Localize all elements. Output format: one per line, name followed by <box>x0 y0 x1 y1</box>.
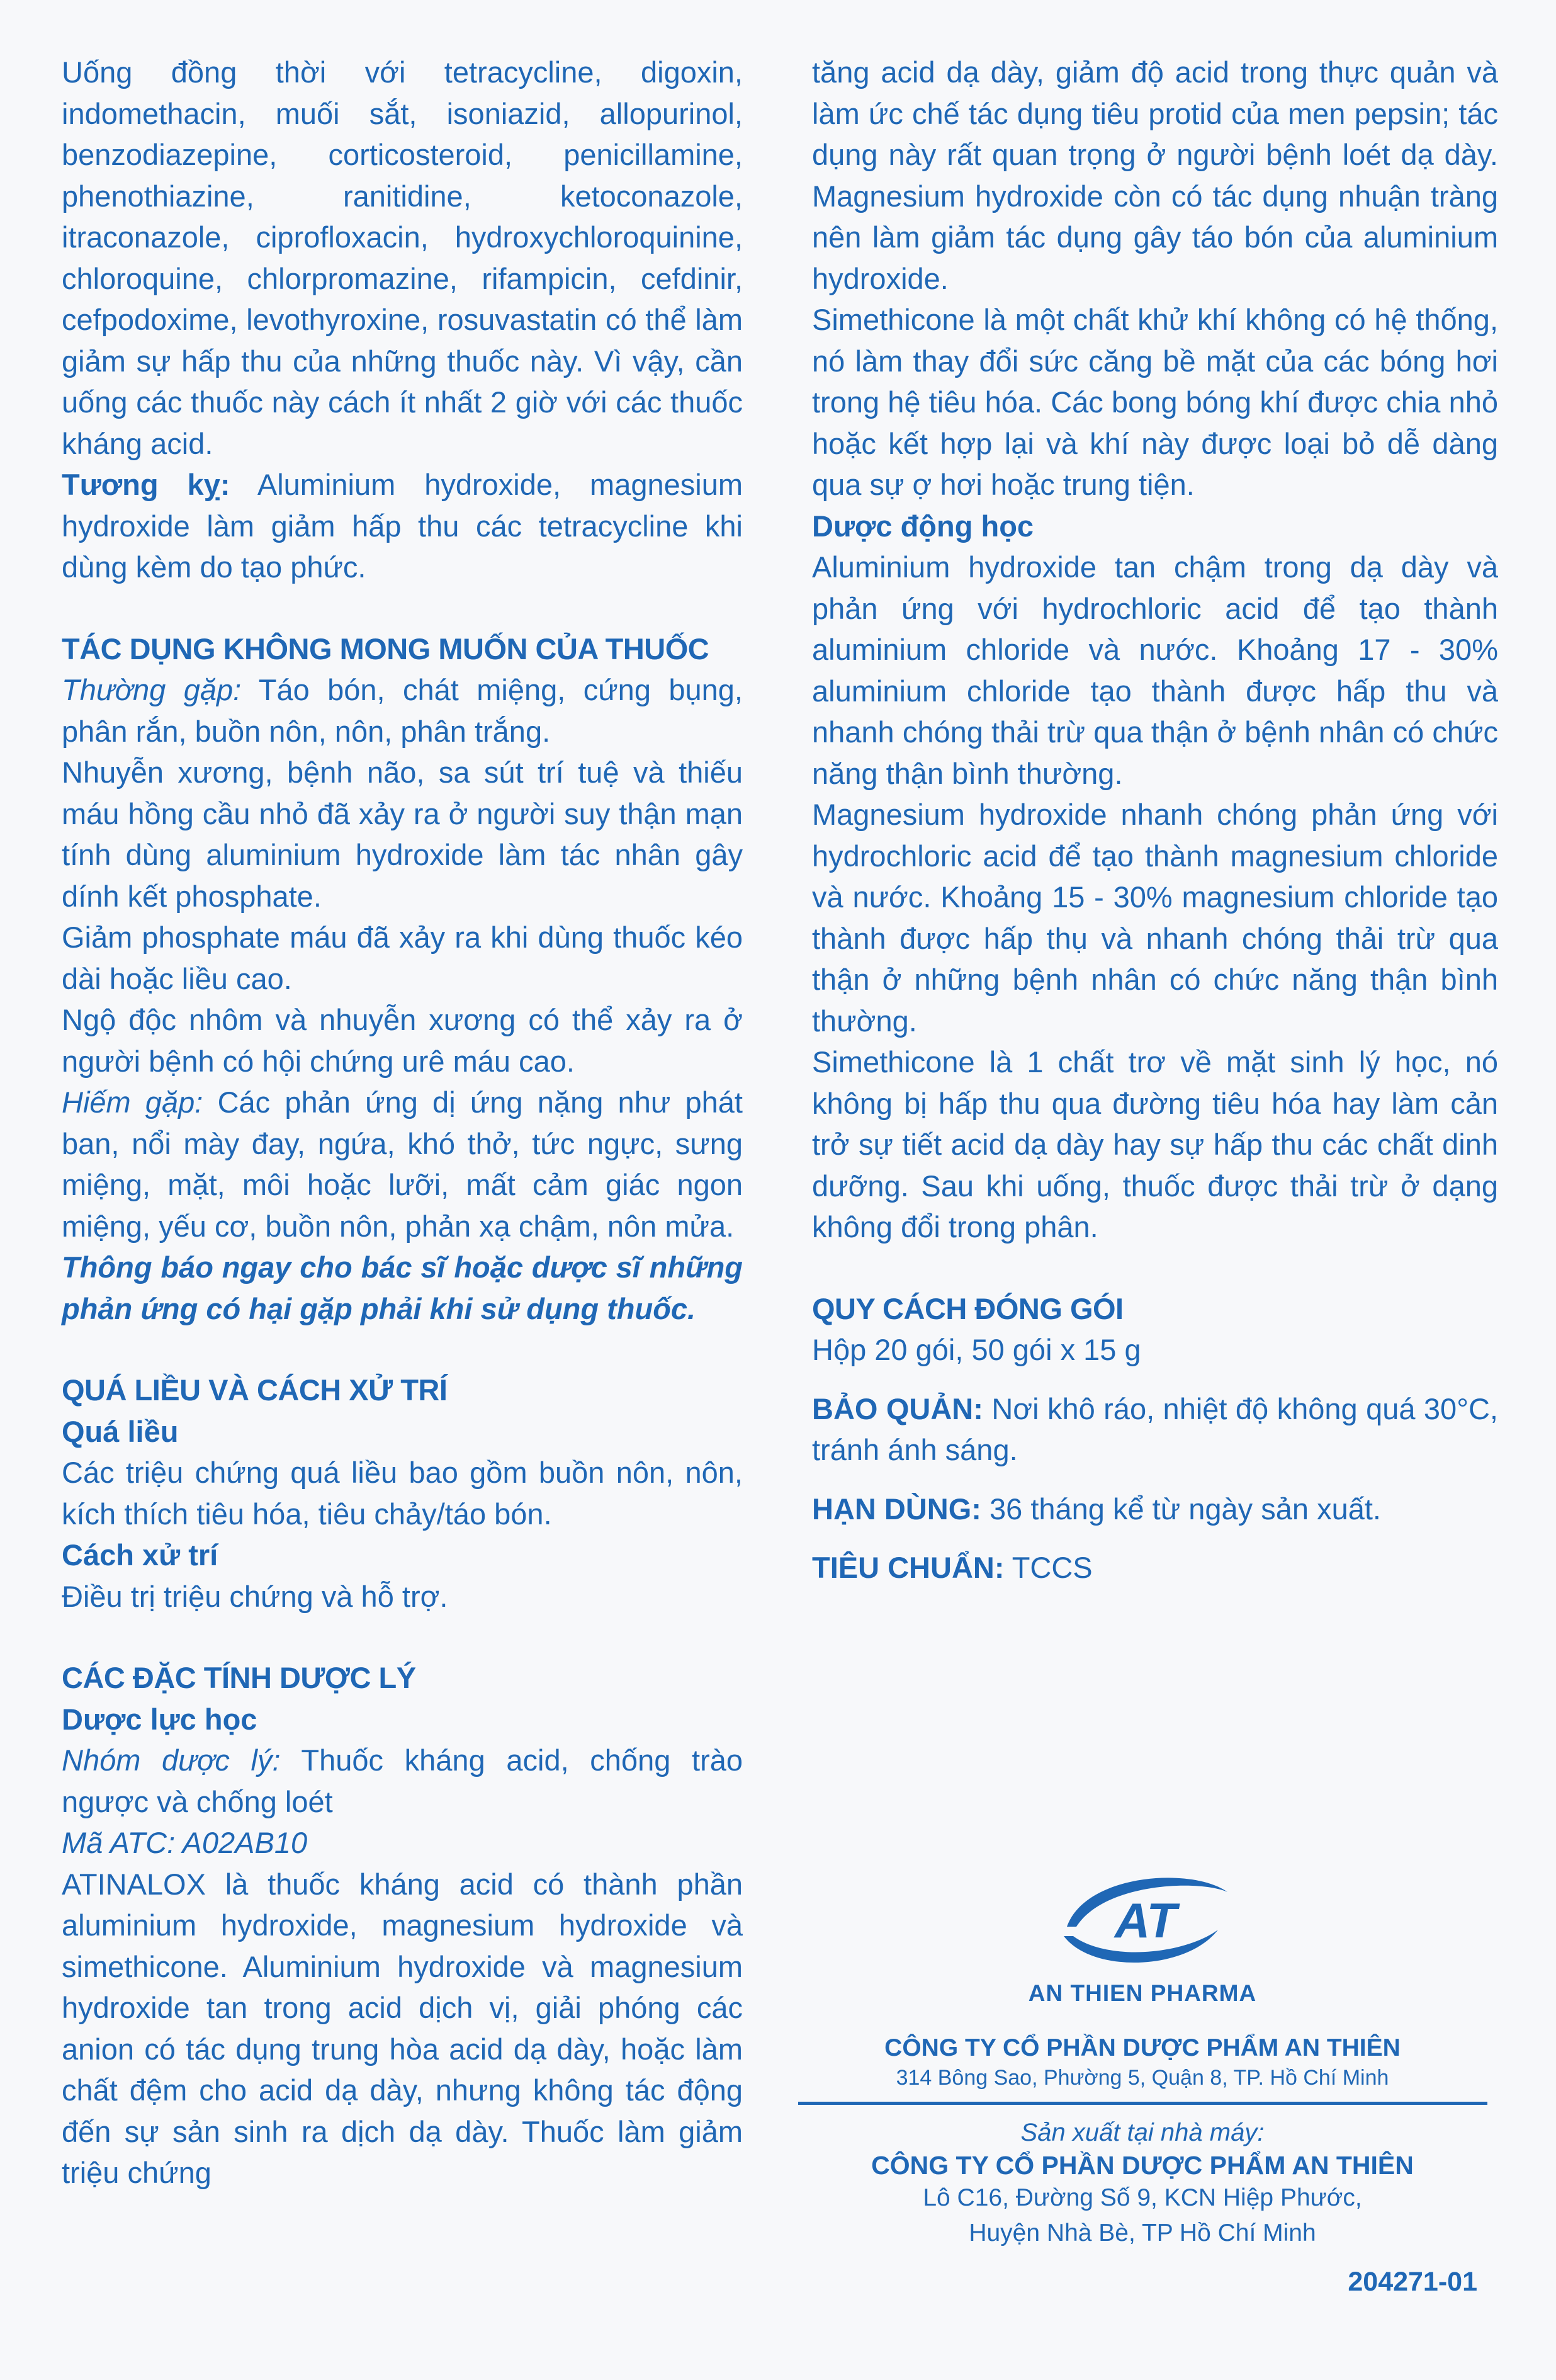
document-code: 204271-01 <box>1348 2267 1477 2297</box>
common-effects-paragraph <box>62 669 743 752</box>
pharmacodynamics-text: ATINALOX là thuốc kháng acid có thành phần aluminium hydroxide, magnesium hydroxide và simethicone. Aluminium hydroxide và magnesium hydroxide tan trong acid dịch vị, giải phóng các anion có tác dụng trung hòa acid dạ dày, hoặc làm chất đệm cho acid dạ dày, nhưng không tác động đến sự sản sinh ra dịch dạ dày. Thuốc làm giảm triệu chứng <box>62 1867 743 2189</box>
pharmacology-heading: CÁC ĐẶC TÍNH DƯỢC LÝ <box>62 1661 416 1694</box>
incompatibility-paragraph <box>62 464 743 588</box>
factory-address-line1: Lô C16, Đường Số 9, KCN Hiệp Phước, <box>923 2184 1362 2211</box>
group-text: Thuốc kháng acid, chống trào ngược và chống loét <box>62 1743 743 1818</box>
packaging-text: Hộp 20 gói, 50 gói x 15 g <box>812 1333 1141 1366</box>
pharmacodynamics-continued: tăng acid dạ dày, giảm độ acid trong thực quản và làm ức chế tác dụng tiêu protid của men pepsin; tác dụng này rất quan trọng ở người bệnh loét dạ dày. Magnesium hydroxide còn có tác dụng nhuận tràng nên làm giảm tác dụng gây táo bón của aluminium hydroxide. <box>812 55 1498 295</box>
packaging-heading: QUY CÁCH ĐÓNG GÓI <box>812 1291 1124 1325</box>
company-address: 314 Bông Sao, Phường 5, Quận 8, TP. Hồ Chí Minh <box>896 2066 1389 2090</box>
company-block <box>793 1867 1492 2251</box>
pharmacokinetics-p3: Simethicone là 1 chất trơ về mặt sinh lý học, nó không bị hấp thu qua đường tiêu hóa hay làm cản trở sự tiết acid dạ dày hay sự hấp thu các chất dinh dưỡng. Sau khi uống, thuốc được thải trừ ở dạng không đổi trong phân. <box>812 1045 1498 1244</box>
pharmacokinetics-subheading: Dược động học <box>812 509 1034 543</box>
common-text: Táo bón, chát miệng, cứng bụng, phân rắn, buồn nôn, nôn, phân trắng. <box>62 673 743 748</box>
simethicone-paragraph: Simethicone là một chất khử khí không có hệ thống, nó làm thay đổi sức căng bề mặt của các bóng hơi trong hệ tiêu hóa. Các bong bóng khí được chia nhỏ hoặc kết hợp lại và khí này được loại bỏ dễ dàng qua sự ợ hơi hoặc trung tiện. <box>812 303 1498 501</box>
standard-text: TCCS <box>1004 1551 1093 1584</box>
storage-label: BẢO QUẢN: <box>812 1391 983 1425</box>
rare-text: Các phản ứng dị ứng nặng như phát ban, nổi mày đay, ngứa, khó thở, tức ngực, sưng miệng, mặt, môi hoặc lưỡi, mất cảm giác ngon miệng, yếu cơ, buồn nôn, phản xạ chậm, nôn mửa. <box>62 1085 743 1243</box>
incompatibility-label: Tương kỵ: <box>62 468 230 501</box>
common-label: Thường gặp: <box>62 673 242 706</box>
expiry-paragraph <box>812 1488 1498 1530</box>
interactions-paragraph: Uống đồng thời với tetracycline, digoxin, indomethacin, muối sắt, isoniazid, allopurinol, benzodiazepine, corticosteroid, penicillamine, phenothiazine, ranitidine, ketoconazole, itraconazole, ciprofloxacin, hydroxychloroquinine, chloroquine, chlorpromazine, rifampicin, cefdinir, cefpodoxime, levothyroxine, rosuvastatin có thể làm giảm sự hấp thu của những thuốc này. Vì vậy, cần uống các thuốc này cách ít nhất 2 giờ với các thuốc kháng acid. <box>62 55 743 460</box>
logo-lettering: AT <box>1114 1893 1177 1948</box>
incompatibility-text: Aluminium hydroxide, magnesium hydroxide làm giảm hấp thu các tetracycline khi dùng kèm do tạo phức. <box>62 468 743 584</box>
side-effects-p2: Giảm phosphate máu đã xảy ra khi dùng thuốc kéo dài hoặc liều cao. <box>62 921 743 995</box>
company-name: CÔNG TY CỔ PHẦN DƯỢC PHẨM AN THIÊN <box>884 2034 1401 2061</box>
pharmacokinetics-p2: Magnesium hydroxide nhanh chóng phản ứng với hydrochloric acid để tạo thành magnesium chloride và nước. Khoảng 15 - 30% magnesium chloride tạo thành được hấp thụ và nhanh chóng thải trừ qua thận ở những bệnh nhân có chức năng thận bình thường. <box>812 798 1498 1038</box>
factory-company-name: CÔNG TY CỔ PHẦN DƯỢC PHẨM AN THIÊN <box>871 2151 1414 2180</box>
side-effects-heading: TÁC DỤNG KHÔNG MONG MUỐN CỦA THUỐC <box>62 632 709 666</box>
atc-code: Mã ATC: A02AB10 <box>62 1826 308 1859</box>
group-label: Nhóm dược lý: <box>62 1743 281 1777</box>
treatment-text: Điều trị triệu chứng và hỗ trợ. <box>62 1579 448 1613</box>
divider-line <box>798 2102 1487 2105</box>
standard-paragraph <box>812 1547 1498 1589</box>
side-effects-p1: Nhuyễn xương, bệnh não, sa sút trí tuệ và thiếu máu hồng cầu nhỏ đã xảy ra ở người suy thận mạn tính dùng aluminium hydroxide làm tác nhân gây dính kết phosphate. <box>62 756 743 913</box>
storage-paragraph <box>812 1388 1498 1471</box>
storage-text: Nơi khô ráo, nhiệt độ không quá 30°C, tránh ánh sáng. <box>812 1391 1498 1466</box>
brand-name: AN THIEN PHARMA <box>1028 1980 1257 2006</box>
expiry-text: 36 tháng kể từ ngày sản xuất. <box>981 1492 1381 1526</box>
pharmacokinetics-p1: Aluminium hydroxide tan chậm trong dạ dày và phản ứng với hydrochloric acid để tạo thành aluminium chloride và nước. Khoảng 17 - 30% aluminium chloride tạo thành được hấp thu và nhanh chóng thải trừ qua thận ở bệnh nhân có chức năng thận bình thường. <box>812 550 1498 790</box>
overdose-heading: QUÁ LIỀU VÀ CÁCH XỬ TRÍ <box>62 1373 448 1407</box>
expiry-label: HẠN DÙNG: <box>812 1492 981 1526</box>
overdose-text: Các triệu chứng quá liều bao gồm buồn nôn, nôn, kích thích tiêu hóa, tiêu chảy/táo bón. <box>62 1456 743 1531</box>
manufactured-at-label: Sản xuất tại nhà máy: <box>1020 2119 1265 2146</box>
pharmacologic-group-paragraph <box>62 1740 743 1822</box>
rare-label: Hiếm gặp: <box>62 1085 203 1119</box>
standard-label: TIÊU CHUẨN: <box>812 1551 1005 1584</box>
side-effects-p3: Ngộ độc nhôm và nhuyễn xương có thể xảy ra ở người bệnh có hội chứng urê máu cao. <box>62 1003 743 1078</box>
pharmacodynamics-subheading: Dược lực học <box>62 1702 257 1736</box>
notify-paragraph: Thông báo ngay cho bác sĩ hoặc dược sĩ những phản ứng có hại gặp phải khi sử dụng thuốc. <box>62 1250 743 1325</box>
factory-address-line2: Huyện Nhà Bè, TP Hồ Chí Minh <box>969 2219 1316 2247</box>
overdose-subheading: Quá liều <box>62 1414 179 1448</box>
right-column <box>812 52 1498 1589</box>
an-thien-logo-icon <box>1048 1867 1237 1974</box>
left-column <box>62 52 743 2194</box>
treatment-subheading: Cách xử trí <box>62 1538 218 1572</box>
rare-effects-paragraph <box>62 1082 743 1247</box>
